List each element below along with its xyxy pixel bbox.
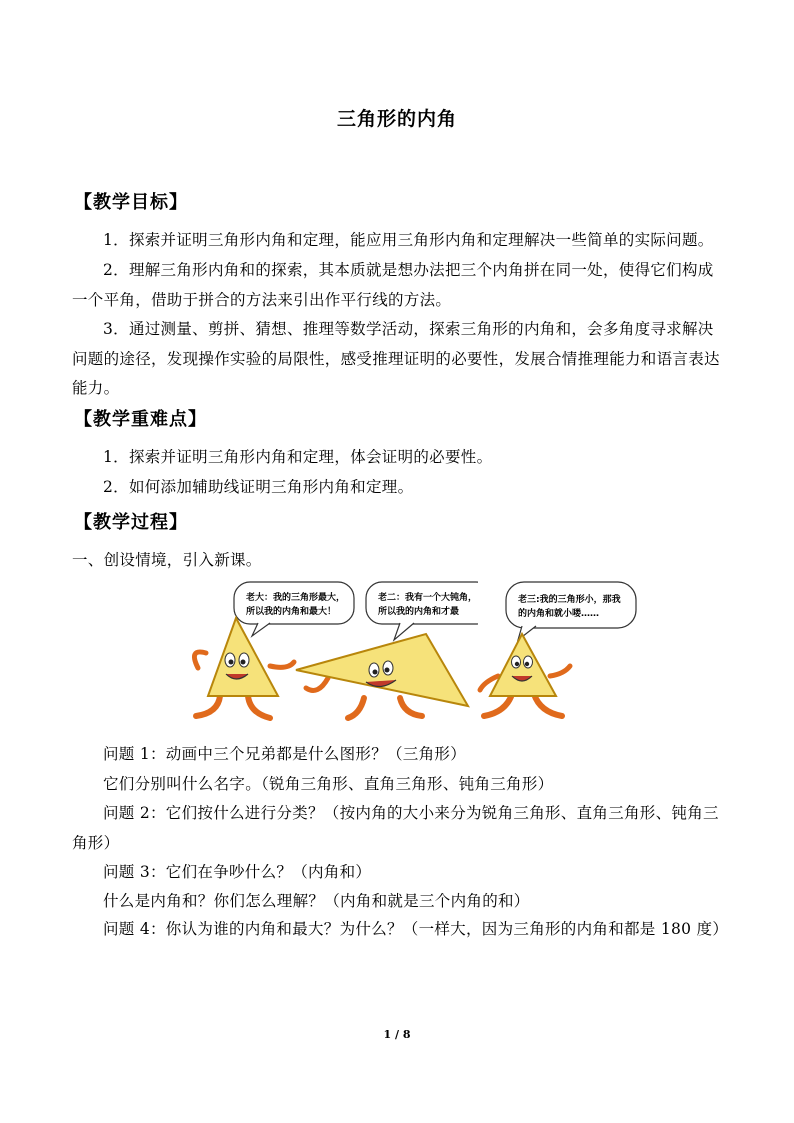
question-1b: 它们分别叫什么名字。（锐角三角形、直角三角形、钝角三角形） <box>103 775 554 793</box>
obtuse-triangle-character <box>296 634 468 718</box>
question-3b: 什么是内角和？你们怎么理解？（内角和就是三个内角的和） <box>103 892 530 910</box>
step-1: 一、创设情境，引入新课。 <box>72 551 262 569</box>
small-triangle-character <box>480 634 570 716</box>
bubble-2-line-2: 所以我的内角和才最 <box>378 607 460 617</box>
bubble-3 <box>506 582 636 640</box>
question-2: 问题 2：它们按什么进行分类？（按内角的大小来分为锐角三角形、直角三角形、钝角三角形） <box>72 804 719 852</box>
page-title: 三角形的内角 <box>336 108 457 130</box>
key-point-2: 2．如何添加辅助线证明三角形内角和定理。 <box>103 478 414 496</box>
question-3: 问题 3：它们在争吵什么？（内角和） <box>103 863 372 881</box>
key-heading: 【教学重难点】 <box>74 409 207 430</box>
question-1: 问题 1：动画中三个兄弟都是什么图形？（三角形） <box>103 745 466 763</box>
bubble-1-line-2: 所以我的内角和最大！ <box>246 607 337 617</box>
goal-1: 1．探索并证明三角形内角和定理，能应用三角形内角和定理解决一些简单的实际问题。 <box>103 231 714 249</box>
question-4: 问题 4：你认为谁的内角和最大？为什么？（一样大，因为三角形的内角和都是 180 度） <box>103 920 729 938</box>
bubble-1-line-1: 老大：我的三角形最大， <box>246 593 346 603</box>
acute-triangle-character <box>194 618 294 718</box>
bubble-2-line-1: 老二：我有一个大钝角， <box>378 593 478 603</box>
page-number: 1 / 8 <box>383 1028 411 1041</box>
bubble-3-line-2: 的内角和就小喽…… <box>518 609 600 619</box>
goal-2: 2．理解三角形内角和的探索，其本质就是想办法把三个内角拼在同一处，使得它们构成一个平角，借助于拼合的方法来引出作平行线的方法。 <box>72 261 714 309</box>
bubble-3-line-1: 老三:我的三角形小，那我 <box>518 595 621 605</box>
illustration-characters <box>178 578 638 728</box>
process-heading: 【教学过程】 <box>74 512 188 533</box>
goal-3: 3．通过测量、剪拼、猜想、推理等数学活动，探索三角形的内角和，会多角度寻求解决问题的途径，发现操作实验的局限性，感受推理证明的必要性，发展合情推理能力和语言表达能力。 <box>72 320 720 397</box>
key-point-1: 1．探索并证明三角形内角和定理，体会证明的必要性。 <box>103 448 493 466</box>
goals-heading: 【教学目标】 <box>74 192 188 213</box>
